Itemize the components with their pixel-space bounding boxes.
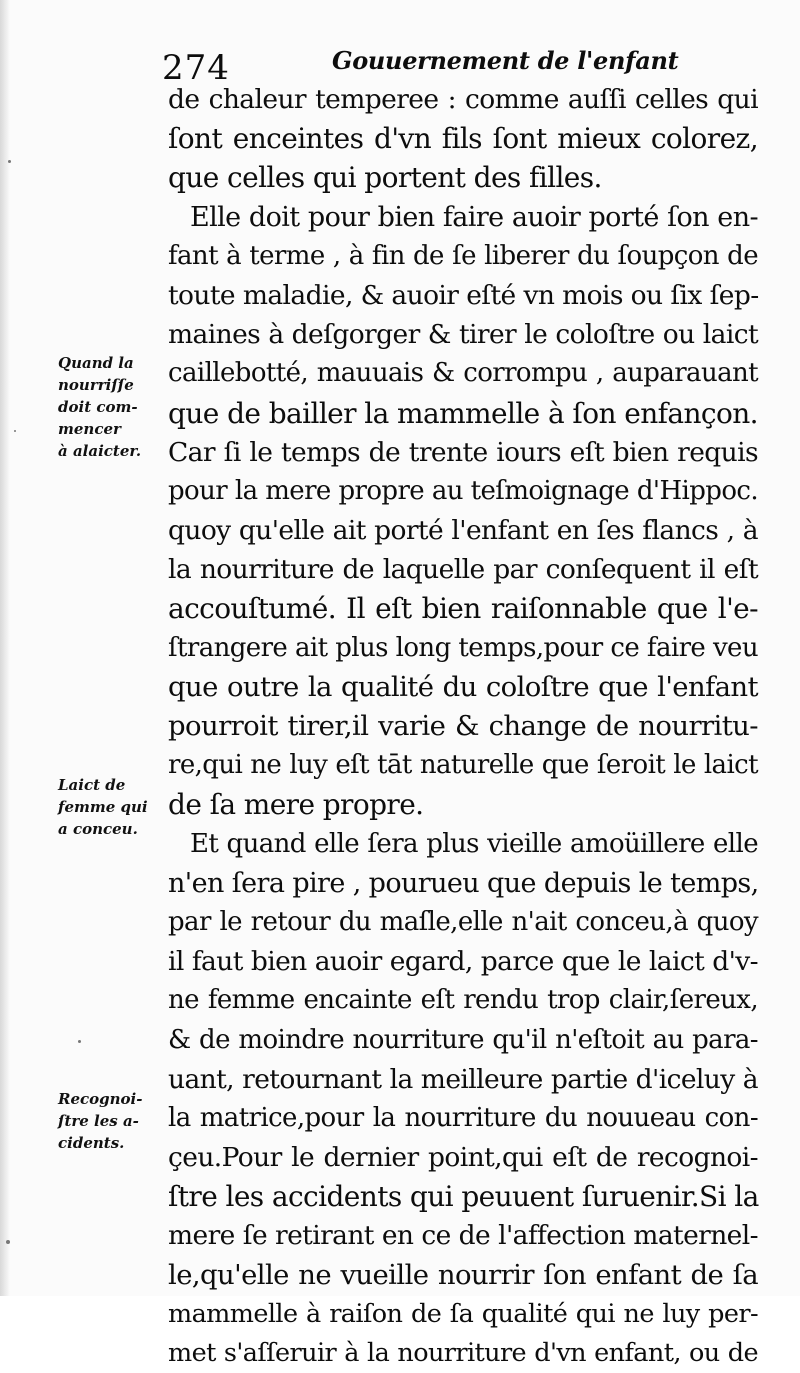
body-text <box>168 80 758 1373</box>
text-line: de ſa mere propre. <box>168 788 424 822</box>
text-line: fant à terme , à fin de ſe liberer du ſoupçon de <box>168 240 758 271</box>
text-line: que de bailler la mammelle à ſon enfançon. <box>168 396 758 430</box>
margin-note-line: ſtre les a- <box>58 1112 139 1130</box>
margin-note-line: femme qui <box>58 798 148 816</box>
text-line: n'en ſera pire , pourueu que depuis le temps, <box>168 867 759 899</box>
margin-note-line: Laict de <box>58 776 126 794</box>
text-line: accouſtumé. Il eſt bien raiſonnable que l'e- <box>168 592 758 626</box>
margin-note-line: doit com- <box>58 398 138 416</box>
margin-note-line: nourriſſe <box>58 376 134 394</box>
text-line: il faut bien auoir egard, parce que le laict d'v- <box>168 946 758 978</box>
text-line: Elle doit pour bien faire auoir porté ſon en- <box>190 201 758 233</box>
text-line: uant, retournant la meilleure partie d'iceluy à <box>168 1063 758 1095</box>
margin-note-line: mencer <box>58 420 121 438</box>
text-line: ne femme encainte eſt rendu trop clair,ſereux, <box>168 985 758 1016</box>
text-line: pourroit tirer,il varie & change de nourritu- <box>168 710 758 742</box>
text-line: de chaleur temperee : comme auſſi celles qui <box>168 84 758 115</box>
text-line: que celles qui portent des filles. <box>168 161 602 195</box>
text-line: par le retour du maſle,elle n'ait conceu,à quoy <box>168 906 758 937</box>
text-line: met s'aſſeruir à la nourriture d'vn enfant, ou de <box>168 1338 758 1368</box>
text-line: re,qui ne luy eſt tāt naturelle que ſeroit le laict <box>168 750 758 781</box>
page-number: 274 <box>162 48 230 88</box>
margin-note-line: a conceu. <box>58 820 138 838</box>
text-line: Car ſi le temps de trente iours eſt bien requis <box>168 436 758 468</box>
paper-speck <box>8 160 11 163</box>
margin-note-line: cidents. <box>58 1134 125 1152</box>
text-line: Et quand elle ſera plus vieille amoüillere elle <box>190 828 758 859</box>
text-line: ſtre les accidents qui peuuent ſuruenir.Si la <box>168 1180 759 1214</box>
paper-speck <box>14 430 16 432</box>
text-line: & de moindre nourriture qu'il n'eſtoit au para- <box>168 1024 758 1055</box>
text-line: çeu.Pour le dernier point,qui eſt de recognoi- <box>168 1142 758 1174</box>
text-line: mere ſe retirant en ce de l'affection maternel- <box>168 1220 758 1252</box>
paper-speck <box>6 1240 10 1244</box>
text-line: la nourriture de laquelle par conſequent il eſt <box>168 554 758 586</box>
margin-note-line: Quand la <box>58 354 134 372</box>
text-line: que outre la qualité du coloſtre que l'enfant <box>168 670 758 703</box>
text-line: pour la mere propre au teſmoignage d'Hippoc. <box>168 475 758 506</box>
text-line: la matrice,pour la nourriture du nouueau con- <box>168 1102 758 1133</box>
text-line: le,qu'elle ne vueille nourrir ſon enfant de ſa <box>168 1258 758 1291</box>
paper-speck <box>78 1040 81 1043</box>
margin-note-milk <box>58 774 170 840</box>
margin-note-line: Recognoi- <box>58 1090 143 1108</box>
text-line: maines à deſgorger & tirer le coloſtre ou laict <box>168 319 758 351</box>
running-head: Gouuernement de l'enfant <box>332 46 679 75</box>
page-edge-shadow <box>0 0 10 1296</box>
text-line: ſont enceintes d'vn fils ſont mieux colorez, <box>168 122 758 156</box>
text-line: mammelle à raiſon de ſa qualité qui ne luy per- <box>168 1298 758 1329</box>
margin-note-nurse-start <box>58 352 170 462</box>
text-line: quoy qu'elle ait porté l'enfant en ſes flancs , à <box>168 515 758 547</box>
text-line: ſtrangere ait plus long temps,pour ce faire veu <box>168 632 758 663</box>
text-line: caillebotté, mauuais & corrompu , auparauant <box>168 358 758 389</box>
margin-note-line: à alaicter. <box>58 442 142 460</box>
text-line: toute maladie, & auoir eſté vn mois ou ſix ſep- <box>168 279 759 311</box>
margin-note-accidents <box>58 1088 170 1154</box>
